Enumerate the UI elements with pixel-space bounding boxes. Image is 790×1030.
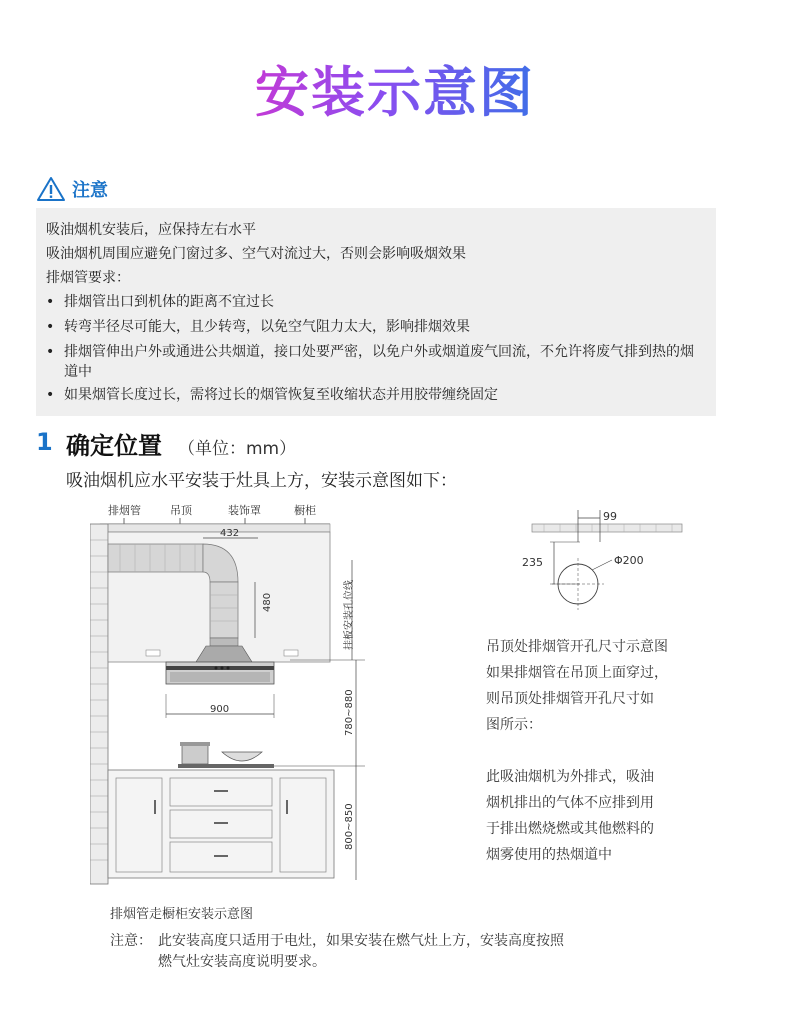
dim-900: 900 bbox=[210, 704, 230, 715]
section-unit: （单位：mm） bbox=[178, 439, 297, 459]
section-subtitle: 吸油烟机应水平安装于灶具上方，安装示意图如下： bbox=[66, 471, 457, 491]
section-title: 确定位置 bbox=[66, 432, 162, 460]
dim-780: 780~880 bbox=[344, 689, 355, 736]
ceiling-desc-line: 则吊顶处排烟管开孔尺寸如 bbox=[486, 691, 654, 707]
label-ceiling: 吊顶 bbox=[170, 504, 192, 517]
page-title-text: 安装示意图 bbox=[255, 61, 535, 124]
notice-line: 吸油烟机周围应避免门窗过多、空气对流过大，否则会影响吸烟效果 bbox=[46, 246, 466, 262]
dim-800: 800~850 bbox=[344, 803, 355, 850]
footnote-line: 燃气灶安装高度说明要求。 bbox=[158, 954, 326, 970]
outside-note-line: 于排出燃烧燃或其他燃料的 bbox=[486, 821, 654, 837]
ceiling-caption: 吊顶处排烟管开孔尺寸示意图 bbox=[486, 639, 668, 655]
dim-235: 235 bbox=[522, 556, 543, 569]
diagram-caption: 排烟管走橱柜安装示意图 bbox=[110, 907, 254, 922]
dim-phi200: Φ200 bbox=[614, 554, 644, 567]
notice-box bbox=[36, 208, 716, 416]
installation-diagram bbox=[90, 500, 480, 900]
notice-line: 吸油烟机安装后，应保持左右水平 bbox=[46, 222, 256, 238]
notice-line: 排烟管要求： bbox=[46, 270, 130, 286]
warning-icon bbox=[36, 176, 66, 202]
label-cabinet: 橱柜 bbox=[294, 504, 316, 517]
dim-99: 99 bbox=[603, 510, 617, 523]
footnote-prefix: 注意： bbox=[110, 933, 152, 949]
ceiling-desc-line: 图所示： bbox=[486, 717, 542, 733]
section-number: 1 bbox=[36, 428, 53, 456]
dim-480: 480 bbox=[262, 592, 273, 612]
notice-heading-label: 注意 bbox=[72, 180, 108, 201]
ceiling-desc-line: 如果排烟管在吊顶上面穿过， bbox=[486, 665, 668, 681]
outside-note-line: 烟机排出的气体不应排到用 bbox=[486, 795, 654, 811]
outside-note-line: 烟雾使用的热烟道中 bbox=[486, 847, 612, 863]
notice-bullet: • 如果烟管长度过长，需将过长的烟管恢复至收缩状态并用胶带缠绕固定 bbox=[46, 387, 498, 403]
label-plate-line: 挂板安装孔位线 bbox=[344, 580, 355, 650]
notice-bullet: • 转弯半径尽可能大，且少转弯，以免空气阻力太大，影响排烟效果 bbox=[46, 319, 470, 335]
label-cover: 装饰罩 bbox=[228, 504, 261, 517]
notice-bullet: • 排烟管出口到机体的距离不宜过长 bbox=[46, 294, 274, 310]
outside-note-line: 此吸油烟机为外排式，吸油 bbox=[486, 769, 654, 785]
label-pipe: 排烟管 bbox=[108, 504, 141, 517]
ceiling-hole-diagram bbox=[520, 502, 690, 622]
notice-bullet: • 排烟管伸出户外或通进公共烟道，接口处要严密，以免户外或烟道废气回流，不允许将废气排到热的烟道中 bbox=[46, 344, 694, 380]
dim-432: 432 bbox=[220, 528, 240, 539]
page-title bbox=[0, 58, 790, 128]
notice-heading bbox=[36, 174, 108, 204]
footnote-line: 此安装高度只适用于电灶，如果安装在燃气灶上方，安装高度按照 bbox=[158, 933, 564, 949]
